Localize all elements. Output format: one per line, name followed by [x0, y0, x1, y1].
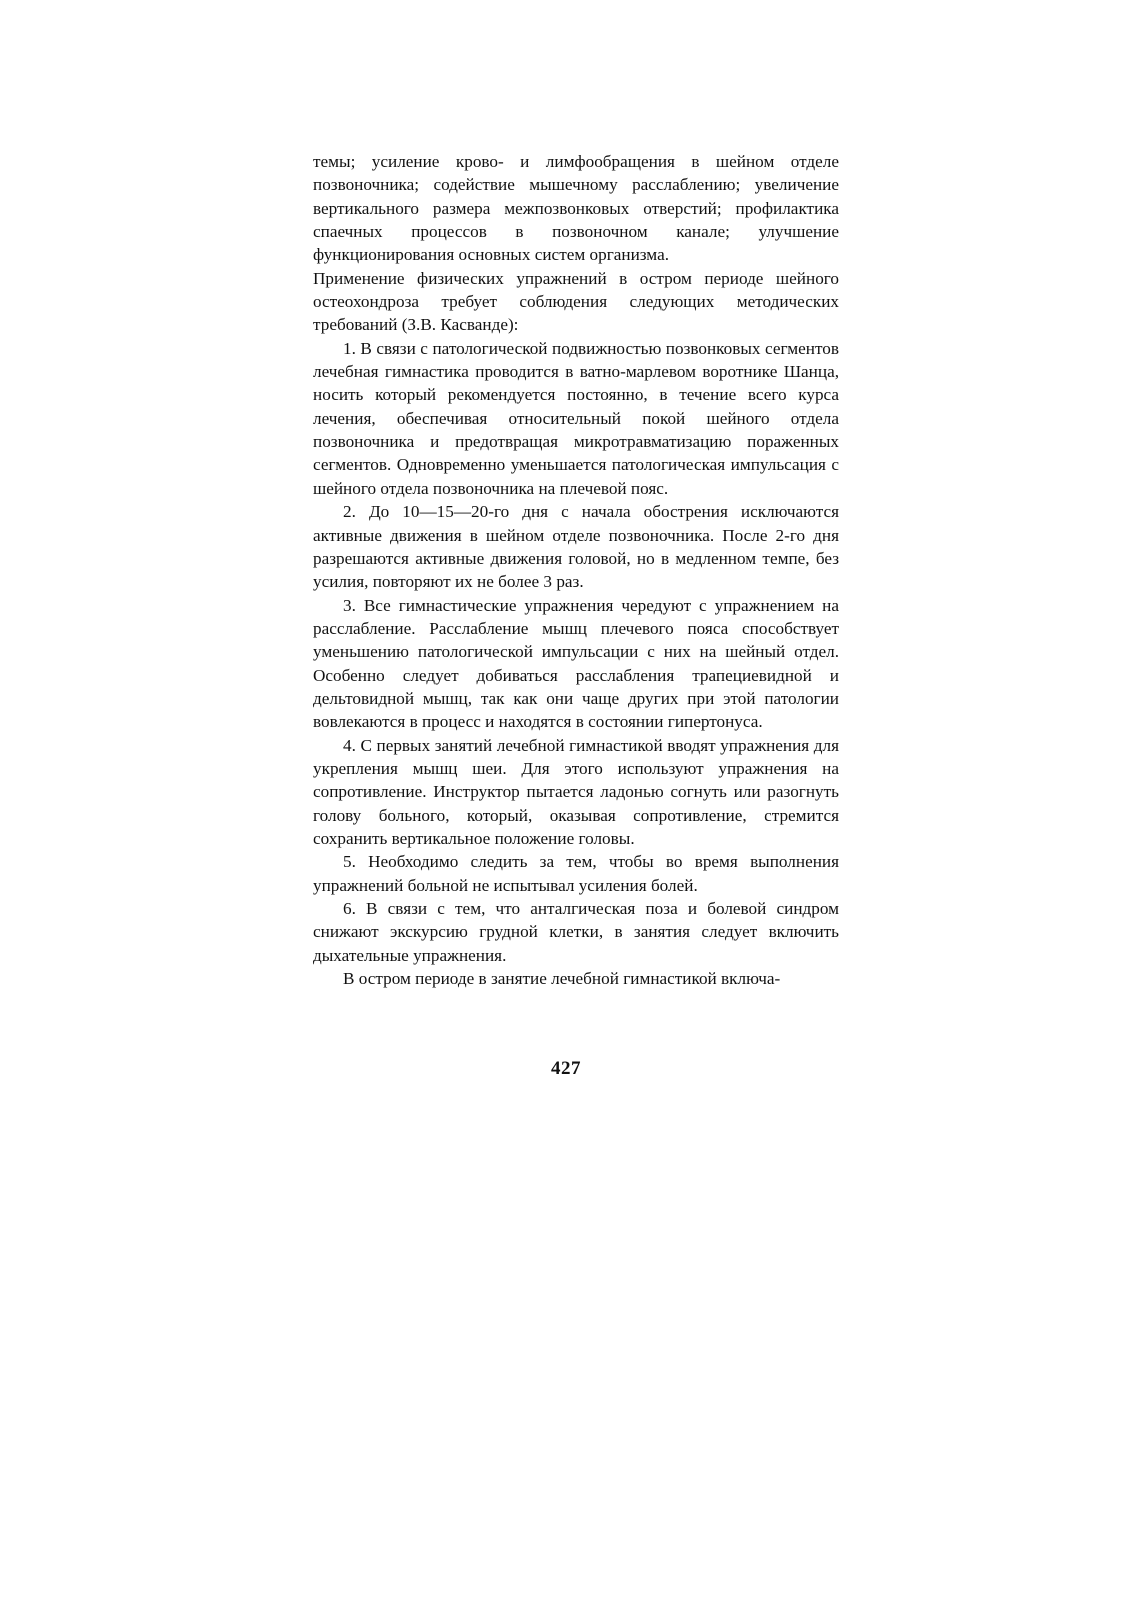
list-item-4: 4. С первых занятий лечебной гимнастикой вводят упражнения для укрепления мышц шеи. Для этого используют упражнения на сопротивление. Инструктор пытается ладонью согнуть или разогнуть голову больного, который, оказывая сопротивление, стремится сохранить вертикальное положение головы.: [313, 735, 839, 848]
list-item-3: 3. Все гимнастические упражнения чередуют с упражнением на расслабление. Расслабление мышц плечевого пояса способствует уменьшению патологической импульсации с них на шейный отдел. Особенно следует добиваться расслабления трапециевидной и дельтовидной мышц, так как они чаще других при этой патологии вовлекаются в процесс и находятся в состоянии гипертонуса.: [313, 595, 839, 732]
list-item-5: 5. Необходимо следить за тем, чтобы во время выполнения упражнений больной не испытывал усиления болей.: [313, 852, 839, 895]
body-text: [313, 150, 839, 990]
page-number: 427: [551, 1058, 581, 1079]
list-item-1: 1. В связи с патологической подвижностью позвонковых сегментов лечебная гимнастика проводится в ватно-марлевом воротнике Шанца, носить который рекомендуется постоянно, в течение всего курса лечения, обеспечивая относительный покой шейного отдела позвоночника и предотвращая микротравматизацию пораженных сегментов. Одновременно уменьшается патологическая импульсация с шейного отдела позвоночника на плечевой пояс.: [313, 338, 839, 498]
paragraph-acute-period: В остром периоде в занятие лечебной гимнастикой включа-: [343, 969, 781, 989]
paragraph-goals-continuation: темы; усиление крово- и лимфообращения в шейном отделе позвоночника; содействие мышечному расслаблению; увеличение вертикального размера межпозвонковых отверстий; профилактика спаечных процессов в позвоночном канале; улучшение функционирования основных систем организма.: [313, 152, 839, 265]
list-item-6: 6. В связи с тем, что анталгическая поза и болевой синдром снижают экскурсию грудной клетки, в занятия следует включить дыхательные упражнения.: [313, 899, 839, 965]
paragraph-requirements-intro: Применение физических упражнений в остром периоде шейного остеохондроза требует соблюдения следующих методических требований (З.В. Касванде):: [313, 268, 839, 335]
list-item-2: 2. До 10—15—20-го дня с начала обострения исключаются активные движения в шейном отделе позвоночника. После 2-го дня разрешаются активные движения головой, но в медленном темпе, без усилия, повторяют их не более 3 раз.: [313, 502, 839, 592]
